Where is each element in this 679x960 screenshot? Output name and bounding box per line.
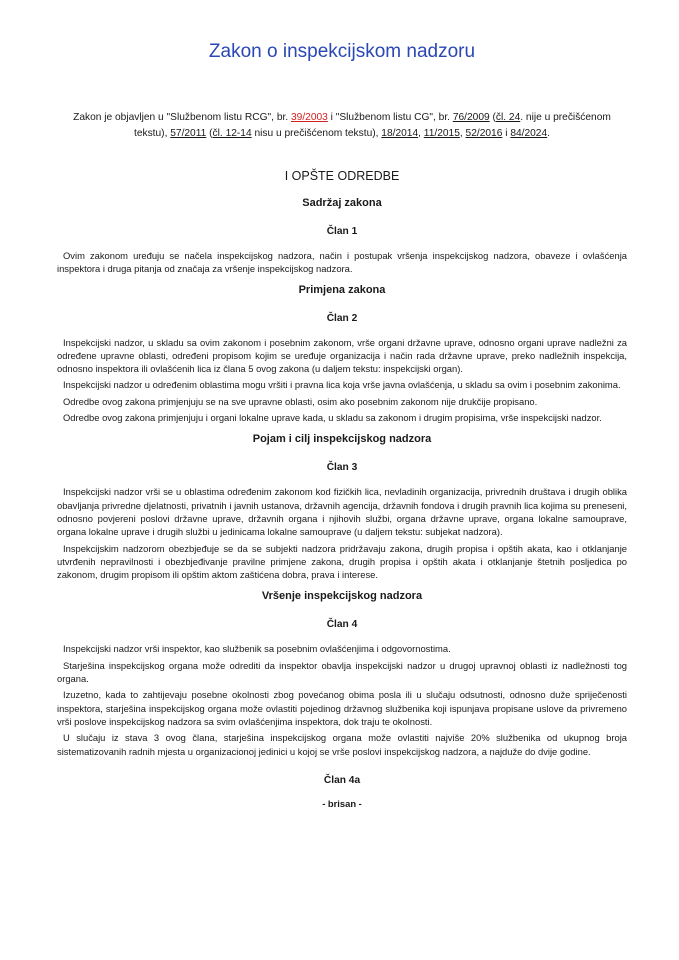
article-number: Član 4a	[323, 774, 361, 786]
pub-text: nisu u prečišćenom tekstu),	[251, 128, 382, 139]
pub-text: i "Službenom listu CG", br.	[327, 112, 453, 123]
article-number: Član 2	[326, 312, 358, 324]
gazette-link-84-2024[interactable]: 84/2024	[510, 128, 548, 139]
gazette-link-76-2009[interactable]: 76/2009	[452, 112, 490, 123]
gazette-link-57-2011[interactable]: 57/2011	[170, 128, 207, 139]
gazette-link-39-2003[interactable]: 39/2003	[291, 112, 328, 123]
section-heading: Pojam i cilj inspekcijskog nadzora	[252, 433, 432, 446]
pub-text: ,	[459, 128, 466, 139]
pub-text: ,	[418, 128, 424, 139]
publication-note	[57, 110, 627, 142]
paragraph: Inspekcijski nadzor, u skladu sa ovim zakonom i posebnim zakonom, vrše organi državne uprave, odnosno organi uprave nadležni za određene upravne oblasti, određeni propisom kojim se uređuje organizacija i način rada državne uprave, preko nadležnih inspekcija, odnosno inspektora ili ovlašćenih lica iz člana 5 ovog zakona (u daljem tekstu: inspekcijski organ).	[57, 336, 627, 375]
pub-text: Zakon je objavljen u "Službenom listu RCG", br.	[73, 112, 291, 123]
pub-text: (	[489, 112, 496, 123]
gazette-link-11-2015[interactable]: 11/2015	[423, 128, 460, 139]
pub-text: . nije u prečišćenom tekstu),	[134, 112, 611, 139]
article-number: Član 3	[326, 462, 358, 474]
gazette-link-18-2014[interactable]: 18/2014	[381, 128, 419, 139]
paragraph: Inspekcijski nadzor vrši se u oblastima određenim zakonom kod fizičkih lica, nevladinih organizacija, privrednih društava i drugih oblika obavljanja privredne djelatnosti, privatnih i javnih ustanova, državnih agencija, državnih fondova i drugih pravnih lica kojima su preneseni, odnosno povjereni poslovi državne uprave, državnih organa i njihovih službi, organa državne uprave, organa lokalne samouprave, organa lokalne uprave i drugih službi u jedinicama lokalne samouprave (u daljem tekstu: subjekat nadzora).	[57, 486, 627, 538]
paragraph: Ovim zakonom uređuju se načela inspekcijskog nadzora, način i postupak vršenja inspekcijskog nadzora, obaveze i ovlašćenja inspektora i druga pitanja od značaja za vršenje inspekcijskog nadzora.	[57, 250, 627, 275]
paragraph: Inspekcijskim nadzorom obezbjeđuje se da se subjekti nadzora pridržavaju zakona, drugih propisa i opštih akata, kao i otklanjanje utvrđenih nepravilnosti i obezbjeđivanje pravilne primjene zakona, drugih propisa i opštih akata i otklanjanje štetnih posljedica po zakonom, drugim propisom ili opštim aktom zaštićena dobra, prava i interese.	[57, 542, 627, 581]
article-number: Član 1	[326, 226, 358, 237]
section-heading: Vršenje inspekcijskog nadzora	[261, 590, 423, 603]
pub-text: .	[547, 128, 550, 139]
paragraph: Inspekcijski nadzor u određenim oblastima mogu vršiti i pravna lica koja vrše javna ovlašćenja, u skladu sa ovim i posebnim zakonima.	[63, 379, 621, 391]
deleted-article-note: - brisan -	[322, 797, 362, 809]
paragraph: U slučaju iz stava 3 ovog člana, starješina inspekcijskog organa može ovlastiti najviše 20% službenika od ukupnog broja sistematizovanih radnih mjesta u organizacionoj jedinici u kojoj se vrše poslovi inspekcijskog nadzora, a najduže do dvije godine.	[57, 732, 627, 757]
article-link-24[interactable]: čl. 24	[495, 112, 521, 123]
gazette-link-52-2016[interactable]: 52/2016	[465, 128, 503, 139]
section-heading: Sadržaj zakona	[302, 197, 382, 209]
document-title: Zakon o inspekcijskom nadzoru	[208, 41, 476, 62]
paragraph: Odredbe ovog zakona primjenjuju se na sve upravne oblasti, osim ako posebnim zakonom nije drukčije propisano.	[63, 395, 538, 407]
article-number: Član 4	[326, 619, 358, 631]
pub-text: i	[502, 128, 511, 139]
pub-text: (	[206, 128, 213, 139]
paragraph: Izuzetno, kada to zahtijevaju posebne okolnosti zbog povećanog obima posla ili u slučaju odsutnosti, odnosno duže spriječenosti inspektora, starješina inspekcijskog organa može ovlastiti pojedinog državnog službenika koji ispunjava propisane uslove da privremeno vrši poslove inspekcijskog nadzora sa svim ovlašćenjima inspektora, dok traju te okolnosti.	[57, 689, 627, 727]
paragraph: Starješina inspekcijskog organa može odrediti da inspektor obavlja inspekcijski nadzor u drugoj upravnoj oblasti iz nadležnosti tog organa.	[57, 659, 627, 685]
section-heading: Primjena zakona	[298, 283, 386, 296]
paragraph: Inspekcijski nadzor vrši inspektor, kao službenik sa posebnim ovlašćenjima i odgovornostima.	[63, 643, 451, 655]
article-link-12-14[interactable]: čl. 12-14	[212, 128, 252, 139]
part-heading: I OPŠTE ODREDBE	[284, 169, 400, 183]
paragraph: Odredbe ovog zakona primjenjuju i organi lokalne uprave kada, u skladu sa zakonom i drugim propisima, vrše inspekcijski nadzor.	[63, 412, 602, 424]
